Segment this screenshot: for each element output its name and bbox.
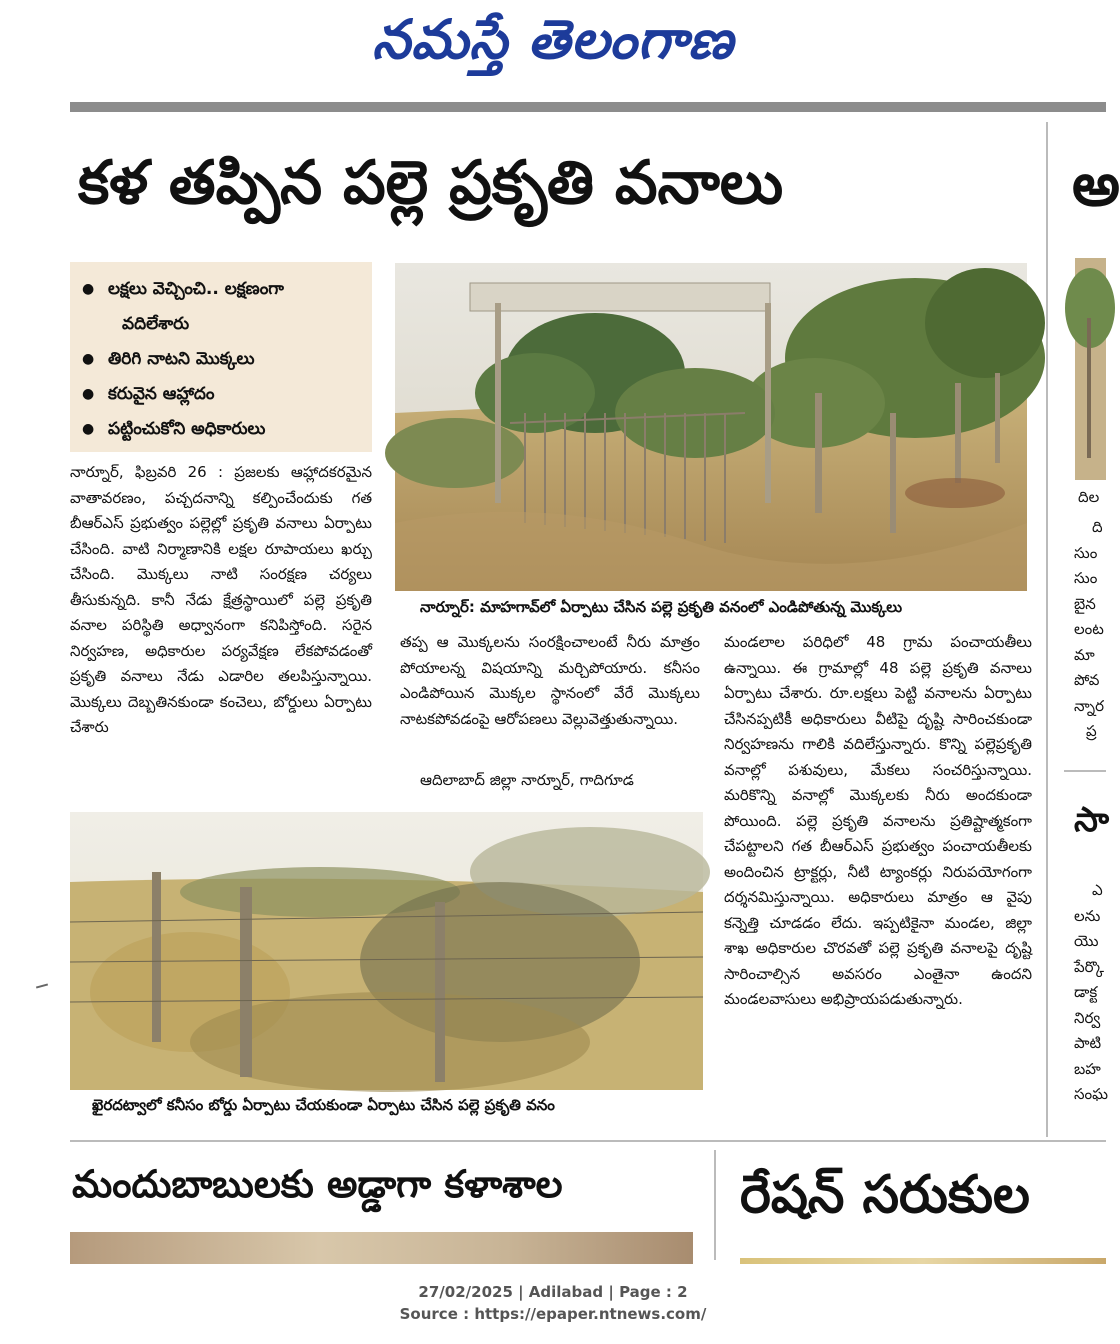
- right-line: బహ: [1074, 1059, 1101, 1078]
- right-column-text-1: [1074, 515, 1106, 745]
- article-column-2: తప్ప ఆ మొక్కలను సంరక్షించాలంటే నీరు మాత్రం పోయాలన్న విషయాన్ని మర్చిపోయారు. కనీసం ఎండిపోయిన మొక్కల స్థానంలో వేరే మొక్కలు నాటకపోవడంపై ఆరోపణలు వెల్లువెత్తుతున్నాయి.: [400, 633, 700, 728]
- highlight-item: ● తిరిగి నాటని మొక్కలు: [82, 342, 372, 377]
- highlight-item: ● పట్టించుకోని అధికారులు: [82, 412, 372, 447]
- highlight-item: ● కరువైన ఆహ్లాదం: [82, 377, 372, 412]
- right-caption-fragment: దిల: [1078, 488, 1100, 506]
- right-line: పేర్కొ: [1074, 957, 1104, 976]
- right-line: సుం: [1074, 569, 1098, 587]
- right-headline-fragment: అ: [1072, 150, 1120, 220]
- highlight-item: ● లక్షలు వెచ్చించి.. లక్షణంగా: [82, 272, 372, 307]
- footer-edition-info: 27/02/2025 | Adilabad | Page : 2: [418, 1283, 688, 1301]
- photo-caption-2: ఖైరదట్వాలో కనీసం బోర్డు ఏర్పాటు చేయకుండా ఏర్పాటు చేసిన పల్లె ప్రకృతి వనం: [92, 1096, 555, 1114]
- section-divider: [70, 1140, 1106, 1142]
- right-line: ది: [1092, 518, 1103, 536]
- margin-mark: [36, 983, 48, 988]
- masthead-rule: [70, 102, 1106, 112]
- right-line: ప్ర: [1086, 722, 1097, 740]
- right-line: న్నార: [1074, 696, 1104, 715]
- bottom-left-photo-fragment: [70, 1232, 693, 1264]
- right-column-text-2: [1074, 878, 1109, 1108]
- right-headline-fragment-2: సా: [1074, 800, 1110, 840]
- article-column-2-dateline: ఆదిలాబాద్ జిల్లా నార్నూర్, గాదిగూడ: [420, 771, 634, 789]
- right-line: నిర్వ: [1074, 1008, 1101, 1027]
- right-line: లను: [1074, 906, 1101, 925]
- highlight-item-continued: వదిలేశారు: [122, 314, 190, 334]
- bottom-right-headline: రేషన్ సరుకుల: [740, 1165, 1030, 1225]
- article-headline: కళ తప్పిన పల్లె ప్రకృతి వనాలు: [78, 148, 784, 218]
- right-photo-fragment: [1075, 258, 1106, 480]
- bottom-divider: [714, 1150, 716, 1260]
- right-line: మా: [1074, 645, 1095, 664]
- right-line: సంఘ: [1074, 1085, 1109, 1103]
- column-divider: [1046, 122, 1048, 1137]
- article-column-3: మండలాల పరిధిలో 48 గ్రామ పంచాయతీలు ఉన్నాయి. ఈ గ్రామాల్లో 48 పల్లె ప్రకృతి వనాలు ఏర్పాటు చేశారు. రూ.లక్షలు పెట్టి వనాలను ఏర్పాటు చేసినప్పటికీ అధికారులు వీటిపై దృష్టి సారించకుండా నిర్వహణను గాలికి వదిలేస్తున్నారు. కొన్ని పల్లెప్రకృతి వనాల్లో పశువులు, మేకలు సంచరిస్తున్నాయి. మరికొన్ని వనాల్లో మొక్కలకు నీరు అందకుండా పోయింది. పల్లె ప్రకృతి వనాలను ప్రతిష్టాత్మకంగా చేపట్టాలని గత బీఆర్ఎస్ ప్రభుత్వం పంచాయతీలకు అందించిన ట్రాక్టర్లు, నీటి ట్యాంకర్లు నిరుపయోగంగా దర్శనమిస్తున్నాయి. అధికారులు మాత్రం ఆ వైపు కన్నెత్తి చూడడం లేదు. ఇప్పటికైనా మండల, జిల్లా శాఖ అధికారుల చొరవతో పల్లె ప్రకృతి వనాలపై దృష్టి సారించాల్సిన అవసరం ఎంతైనా ఉందని మండలవాసులు అభిప్రాయపడుతున్నారు.: [724, 633, 1032, 1008]
- right-line: ఎ: [1092, 881, 1103, 899]
- right-line: పోవ: [1074, 671, 1100, 689]
- right-line: డాక్ట: [1074, 983, 1098, 1001]
- right-line: సుం: [1074, 543, 1098, 562]
- bottom-left-headline: మందుబాబులకు అడ్డాగా కళాశాల: [72, 1162, 563, 1206]
- right-divider: [1064, 770, 1106, 772]
- photo-caption-1: నార్నూర్: మాహగావ్‌లో ఏర్పాటు చేసిన పల్లె ప్రకృతి వనంలో ఎండిపోతున్న మొక్కలు: [420, 598, 903, 616]
- masthead-logo: నమస్తే తెలంగాణ: [372, 8, 734, 71]
- article-column-1: నార్నూర్, ఫిబ్రవరి 26 : ప్రజలకు ఆహ్లాదకరమైన వాతావరణం, పచ్చదనాన్ని కల్పించేందుకు గత బీఆర్ఎస్ ప్రభుత్వం పల్లెల్లో ప్రకృతి వనాలు ఏర్పాటు చేసింది. వాటి నిర్మాణానికి లక్షల రూపాయలు ఖర్చు చేసింది. మొక్కలు నాటి సంరక్షణ చర్యలు తీసుకున్నది. కానీ నేడు క్షేత్రస్థాయిలో పల్లె ప్రకృతి వనాల పరిస్థితి అధ్వానంగా కనిపిస్తోంది. సరైన నిర్వహణ, అధికారుల పర్యవేక్షణ లేకపోవడంతో ప్రకృతి వనాలు నేడు ఎడారిల తలపిస్తున్నాయి. మొక్కలు దెబ్బతినకుండా కంచెలు, బోర్డులు ఏర్పాటు చేశారు: [70, 463, 372, 736]
- article-photo-forest: [395, 263, 1027, 591]
- highlights-box: [70, 262, 372, 452]
- footer-source: Source : https://epaper.ntnews.com/: [399, 1305, 707, 1323]
- right-line: పాటి: [1074, 1034, 1102, 1052]
- article-photo-fence: [70, 812, 703, 1090]
- right-line: యొ: [1074, 932, 1099, 950]
- right-line: లంట: [1074, 620, 1104, 638]
- bottom-right-photo-fragment: [740, 1258, 1106, 1264]
- right-line: బైన: [1074, 594, 1096, 613]
